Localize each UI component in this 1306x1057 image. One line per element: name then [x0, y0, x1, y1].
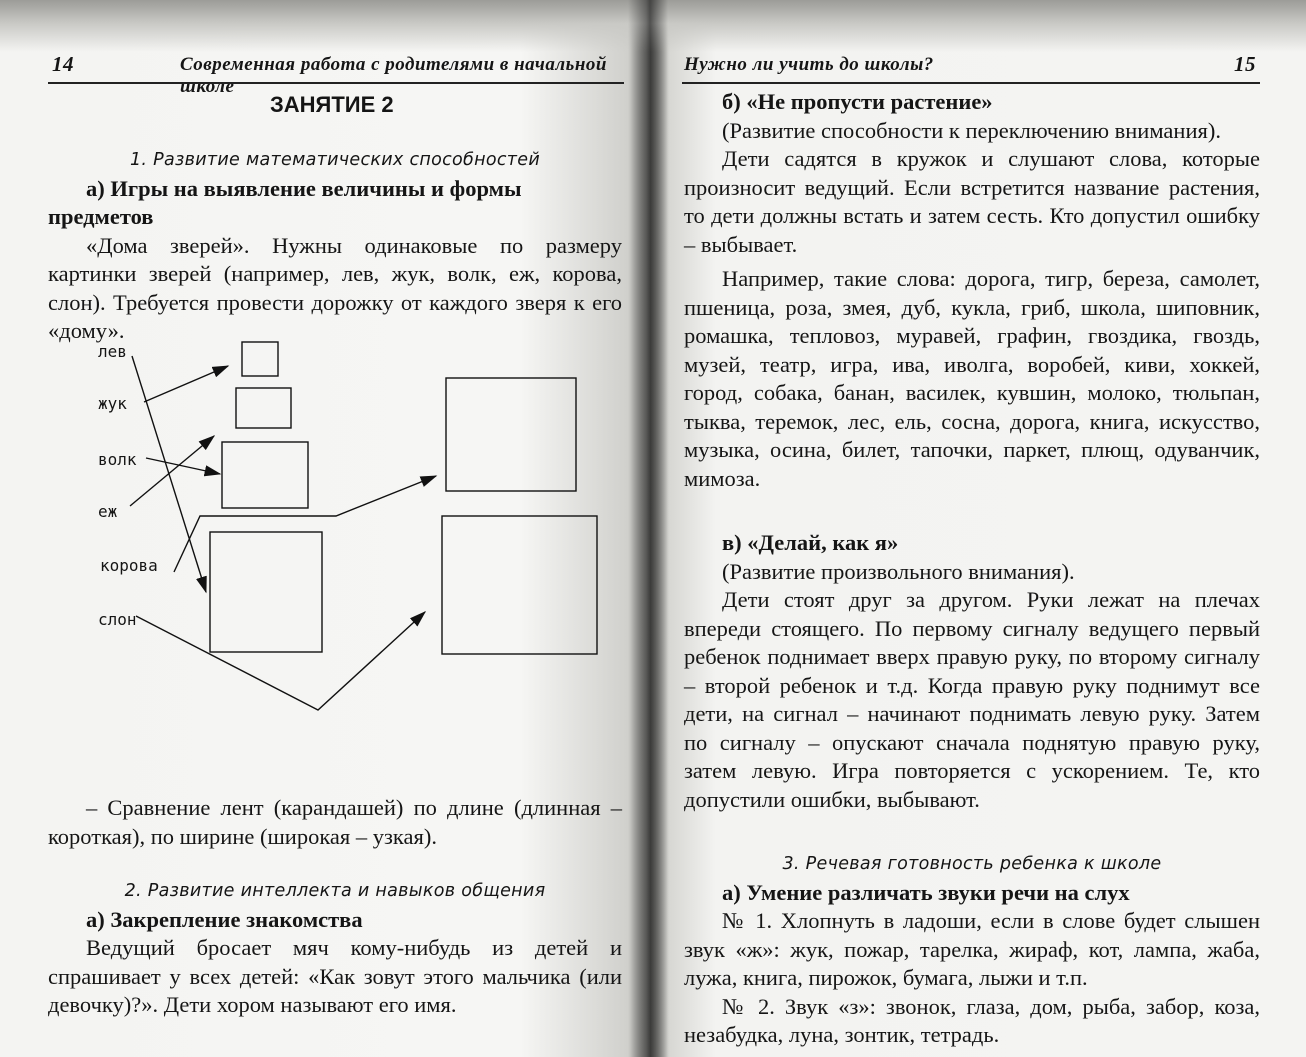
label-korova: корова: [100, 556, 158, 575]
paragraph-ball-game: Ведущий бросает мяч кому-нибудь из детей и спрашивает у всех детей: «Как зовут этого мальчика (или девочку)?». Дети хором называют его имя.: [48, 935, 622, 1017]
right-header-rule: [682, 82, 1260, 84]
left-header-rule: [48, 82, 624, 84]
right-page: [650, 0, 1306, 1057]
section-2-title: 2. Развитие интеллекта и навыков общения: [124, 881, 546, 901]
house-5: [210, 532, 322, 652]
book-spine: [628, 0, 668, 1057]
game-c-title: в) «Делай, как я»: [722, 530, 899, 555]
item-2: № 2. Звук «з»: звонок, глаза, дом, рыба, забор, коза, незабудка, луна, зонтик, тетрадь.: [684, 993, 1260, 1047]
label-volk: волк: [98, 450, 137, 469]
right-page-number: 15: [1234, 52, 1256, 76]
house-3: [222, 442, 308, 508]
paragraph-compare-ribbons: – Сравнение лент (карандашей) по длине (длинная – короткая), по ширине (широкая – узкая).: [48, 795, 622, 849]
subsection-a-title: а) Игры на выявление величины и формы предметов: [48, 175, 522, 229]
diagram-drawing: [80, 330, 620, 720]
path-volk: [146, 458, 220, 474]
house-2: [236, 388, 291, 428]
left-running-title: Современная работа с родителями в начальной школе: [180, 54, 607, 97]
game-b-title: б) «Не пропусти растение»: [722, 89, 993, 114]
lesson-title: ЗАНЯТИЕ 2: [270, 92, 394, 117]
path-zhuk: [144, 366, 228, 402]
section-1-title: 1. Развитие математических способностей: [129, 150, 541, 170]
item-1: № 1. Хлопнуть в ладоши, если в слове будет слышен звук «ж»: жук, пожар, тарелка, жираф, кот, лампа, жаба, лужа, книга, пирожок, бумага, лыжи и т.п.: [684, 908, 1260, 990]
subsection-a3-title: а) Умение различать звуки речи на слух: [722, 879, 1130, 905]
label-lev: лев: [98, 342, 127, 361]
right-text: [684, 88, 1260, 1050]
game-b-purpose: (Развитие способности к переключению внимания).: [722, 117, 1221, 143]
game-c-text: Дети стоят друг за другом. Руки лежат на плечах впереди стоящего. По первому сигналу ведущего первый ребенок поднимает вверх правую руку, по второму сигналу – второй ребенок и т.д. Когда правую руку поднимут все дети, на сигнал – начинают поднимать левую руку. Затем по сигналу – опускают сначала поднятую правую руку, затем левую. Игра повторяется с ускорением. Те, кто допустили ошибки, выбывают.: [684, 587, 1260, 812]
left-page: [0, 0, 650, 1057]
path-slon: [136, 612, 425, 710]
animal-homes-diagram: [80, 330, 620, 720]
left-text-bottom: [48, 794, 622, 1020]
house-6: [442, 516, 597, 654]
game-b-example: Например, такие слова: дорога, тигр, береза, самолет, пшеница, роза, змея, дуб, кукла, гриб, школа, шиповник, ромашка, тепловоз, муравей, графин, гвоздика, гвоздь, музей, театр, игра, ива, иволга, воробей, киви, хоккей, город, собака, банан, василек, кувшин, молоко, тюльпан, тыква, теремок, лес, ель, сосна, дорога, книга, искусство, музыка, осина, билет, тапочки, паркет, плющ, одуванчик, мимоза.: [684, 266, 1260, 491]
game-c-purpose: (Развитие произвольного внимания).: [722, 558, 1075, 584]
label-ezh: еж: [98, 502, 118, 521]
path-korova: [174, 476, 436, 572]
house-4: [446, 378, 576, 491]
left-text-top: [48, 146, 622, 346]
left-page-number: 14: [52, 52, 74, 76]
label-slon: слон: [98, 610, 137, 629]
right-running-title: Нужно ли учить до школы?: [684, 54, 934, 75]
paragraph-animal-homes: «Дома зверей». Нужны одинаковые по размеру картинки зверей (например, лев, жук, волк, еж, корова, слон). Требуется провести дорожку от каждого зверя к его «дому».: [48, 232, 622, 343]
house-1: [242, 342, 278, 376]
label-zhuk: жук: [98, 394, 127, 413]
subsection-a2-title: а) Закрепление знакомства: [86, 906, 363, 932]
game-b-text: Дети садятся в кружок и слушают слова, которые произносит ведущий. Если встретится название растения, то дети должны встать и затем сесть. Кто допустил ошибку – выбывает.: [684, 146, 1260, 257]
section-3-title: 3. Речевая готовность ребенка к школе: [782, 854, 1162, 874]
path-ezh: [130, 436, 214, 506]
